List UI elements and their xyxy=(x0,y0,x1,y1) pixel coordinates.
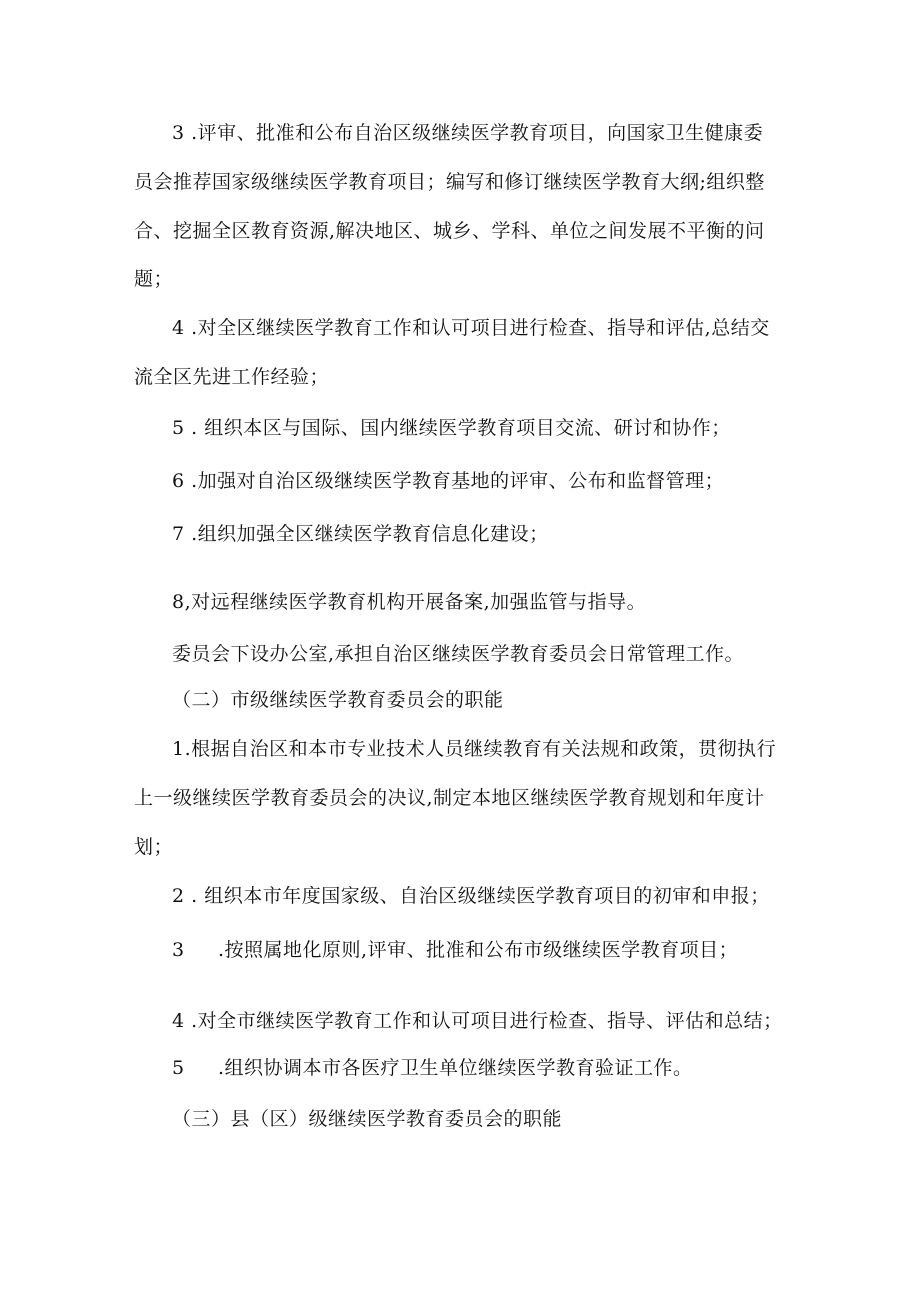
text-line: 8,对远程继续医学教育机构开展备案,加强监管与指导。 xyxy=(172,591,647,613)
item-number: 3 xyxy=(172,939,185,961)
section-heading: （三）县（区）级继续医学教育委员会的职能 xyxy=(172,1108,563,1130)
text-line: 5 . 组织本区与国际、国内继续医学教育项目交流、研讨和协作； xyxy=(172,417,731,439)
text-line: 1.根据自治区和本市专业技术人员继续教育有关法规和政策，贯彻执行 xyxy=(172,738,777,760)
text-line: 合、挖掘全区教育资源,解决地区、城乡、学科、单位之间发展不平衡的问 xyxy=(134,220,765,242)
text-line: 题； xyxy=(134,268,174,290)
text-line xyxy=(172,938,738,962)
item-number: 5 xyxy=(172,1057,185,1079)
text-line: 6 .加强对自治区级继续医学教育基地的评审、公布和监督管理； xyxy=(172,470,725,492)
section-heading: （二）市级继续医学教育委员会的职能 xyxy=(172,689,504,711)
text-line: 4 .对全市继续医学教育工作和认可项目进行检查、指导、评估和总结； xyxy=(172,1010,783,1032)
text-line: 2 . 组织本市年度国家级、自治区级继续医学教育项目的初审和申报； xyxy=(172,885,770,907)
text-line: 流全区先进工作经验； xyxy=(134,366,330,388)
text-line: 划； xyxy=(134,836,174,858)
text-line: 7 .组织加强全区继续医学教育信息化建设； xyxy=(172,523,549,545)
text-line: 上一级继续医学教育委员会的决议,制定本地区继续医学教育规划和年度计 xyxy=(134,787,765,809)
text-line: 员会推荐国家级继续医学教育项目；编写和修订继续医学教育大纲;组织整 xyxy=(134,171,765,193)
text-line: 3 .评审、批准和公布自治区级继续医学教育项目，向国家卫生健康委 xyxy=(172,122,764,144)
text-line: 委员会下设办公室,承担自治区继续医学教育委员会日常管理工作。 xyxy=(172,643,745,665)
text-line: 4 .对全区继续医学教育工作和认可项目进行检查、指导和评估,总结交 xyxy=(172,317,770,339)
item-text: .组织协调本市各医疗卫生单位继续医学教育验证工作。 xyxy=(218,1057,693,1079)
item-text: .按照属地化原则,评审、批准和公布市级继续医学教育项目； xyxy=(218,939,739,961)
text-line xyxy=(172,1056,693,1080)
